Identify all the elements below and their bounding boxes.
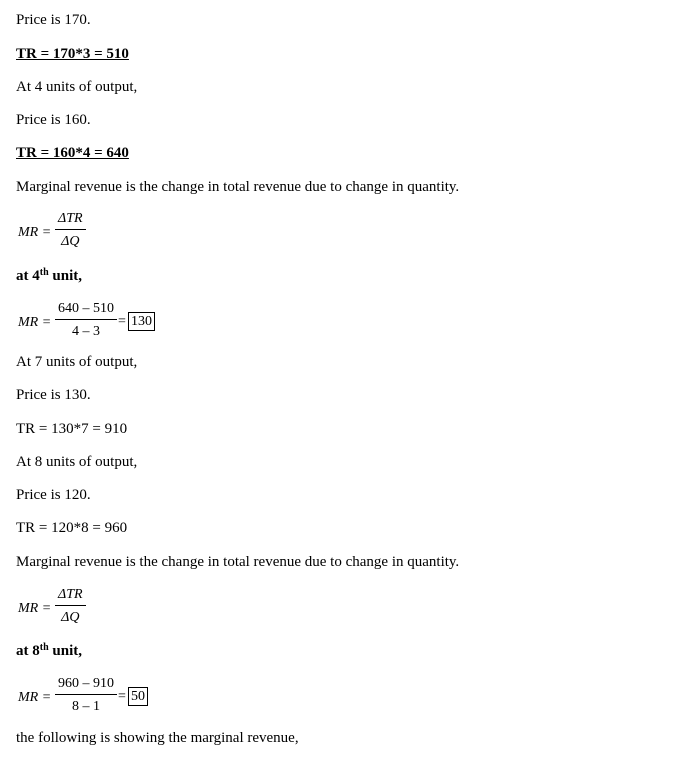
price-170-line: Price is 170. bbox=[16, 12, 91, 28]
fraction-bar bbox=[55, 229, 86, 230]
fraction-bar bbox=[55, 319, 117, 320]
tr-8-units-line: TR = 120*8 = 960 bbox=[16, 520, 128, 536]
fraction-bar bbox=[55, 694, 117, 695]
mr-label: MR = bbox=[18, 601, 52, 616]
price-120-line: Price is 120. bbox=[16, 487, 91, 503]
tr-4-units-line: TR = 160*4 = 640 bbox=[16, 145, 129, 161]
mr-label: MR = bbox=[18, 315, 52, 330]
equals-sign: = bbox=[118, 689, 126, 704]
at-8th-suffix: unit, bbox=[48, 643, 83, 659]
fraction-numerator: ΔTR bbox=[58, 587, 83, 602]
ordinal-sup: th bbox=[39, 267, 49, 278]
equals-sign: = bbox=[118, 314, 126, 329]
price-130-line: Price is 130. bbox=[16, 387, 91, 403]
mr-fraction bbox=[55, 675, 117, 715]
at-4th-unit-line bbox=[16, 267, 82, 285]
at-4th-suffix: unit, bbox=[48, 268, 83, 284]
at-8th-prefix: at 8 bbox=[16, 643, 40, 659]
price-160-line: Price is 160. bbox=[16, 112, 91, 128]
mr-label: MR = bbox=[18, 225, 52, 240]
eight-units-line: At 8 units of output, bbox=[16, 454, 138, 470]
mr-fraction bbox=[55, 210, 86, 250]
fraction-numerator: 640 – 510 bbox=[58, 301, 114, 316]
four-units-line: At 4 units of output, bbox=[16, 79, 138, 95]
fraction-numerator: 960 – 910 bbox=[58, 676, 114, 691]
tr-7-units-line: TR = 130*7 = 910 bbox=[16, 421, 128, 437]
mr-definition-line: Marginal revenue is the change in total revenue due to change in quantity. bbox=[16, 179, 460, 195]
mr-fraction bbox=[55, 586, 86, 626]
mr-definition-line: Marginal revenue is the change in total revenue due to change in quantity. bbox=[16, 554, 460, 570]
tr-3-units-line: TR = 170*3 = 510 bbox=[16, 46, 129, 62]
fraction-numerator: ΔTR bbox=[58, 211, 83, 226]
closing-line: the following is showing the marginal revenue, bbox=[16, 730, 299, 746]
fraction-bar bbox=[55, 605, 86, 606]
fraction-denominator: ΔQ bbox=[61, 234, 80, 249]
seven-units-line: At 7 units of output, bbox=[16, 354, 138, 370]
at-8th-unit-line bbox=[16, 642, 82, 660]
mr-result-box: 130 bbox=[128, 312, 155, 331]
ordinal-sup: th bbox=[39, 642, 49, 653]
mr-label: MR = bbox=[18, 690, 52, 705]
mr-fraction bbox=[55, 300, 117, 340]
at-4th-prefix: at 4 bbox=[16, 268, 40, 284]
fraction-denominator: ΔQ bbox=[61, 610, 80, 625]
mr-result-box: 50 bbox=[128, 687, 148, 706]
fraction-denominator: 8 – 1 bbox=[72, 699, 100, 714]
fraction-denominator: 4 – 3 bbox=[72, 324, 100, 339]
